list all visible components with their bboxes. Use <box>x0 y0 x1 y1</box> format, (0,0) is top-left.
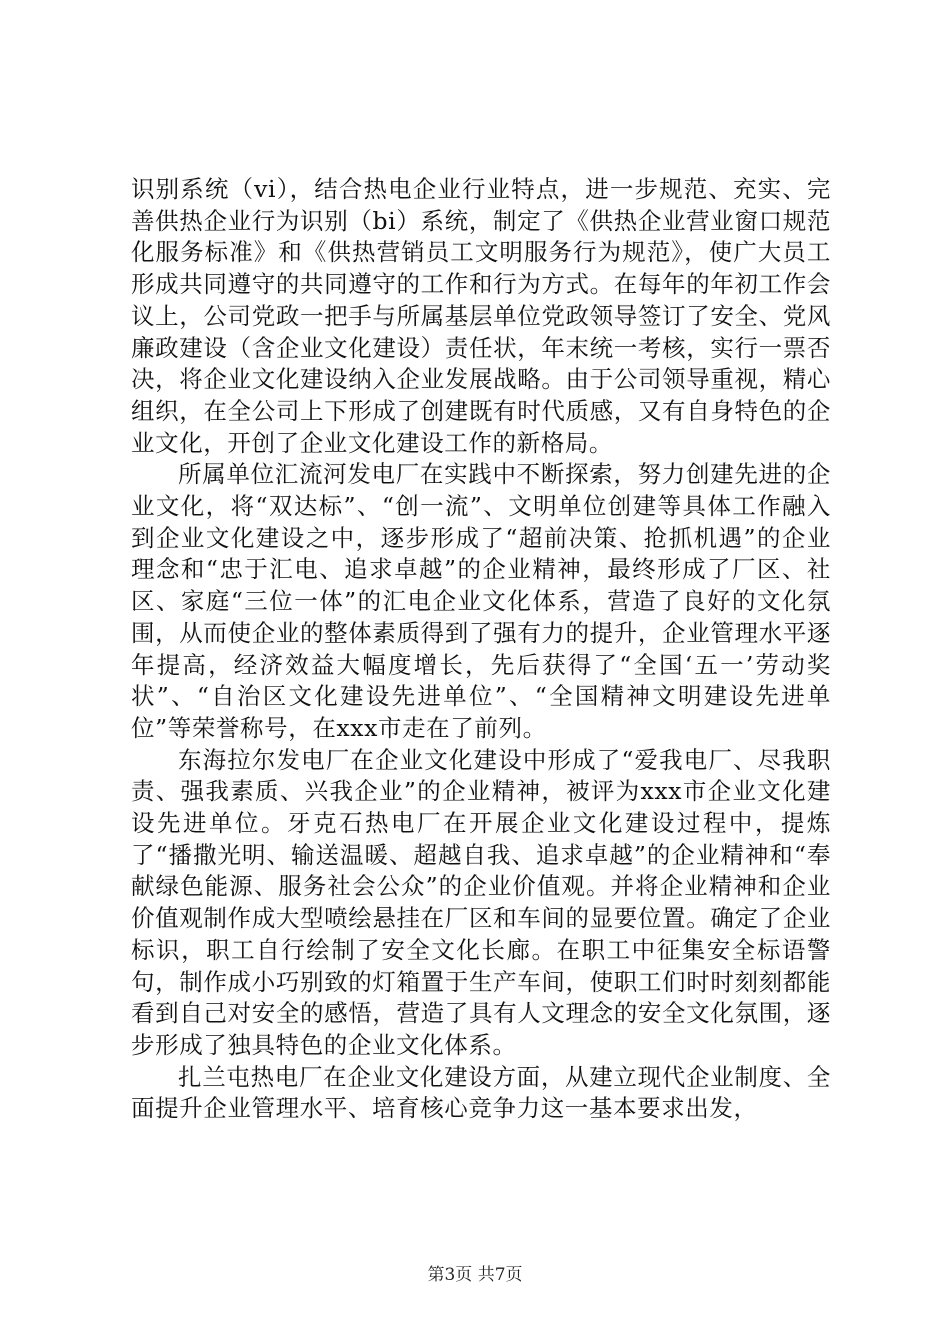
paragraph-zhalantun-power-plant: 扎兰屯热电厂在企业文化建设方面，从建立现代企业制度、全面提升企业管理水平、培育核心竞争力这一基本要求出发， <box>131 1062 831 1123</box>
page-number-footer: 第3页 共7页 <box>427 1265 523 1285</box>
document-body <box>131 174 831 1125</box>
paragraph-continuation: 识别系统（vi），结合热电企业行业特点，进一步规范、充实、完善供热企业行为识别（bi）系统，制定了《供热企业营业窗口规范化服务标准》和《供热营销员工文明服务行为规范》，使广大员工形成共同遵守的共同遵守的工作和行为方式。在每年的年初工作会议上，公司党政一把手与所属基层单位党政领导签订了安全、党风廉政建设（含企业文化建设）责任状，年末统一考核，实行一票否决，将企业文化建设纳入企业发展战略。由于公司领导重视，精心组织，在全公司上下形成了创建既有时代质感，又有自身特色的企业文化，开创了企业文化建设工作的新格局。 <box>131 175 831 457</box>
paragraph-donghailaer-power-plant: 东海拉尔发电厂在企业文化建设中形成了“爱我电厂、尽我职责、强我素质、兴我企业”的企业精神，被评为xxx市企业文化建设先进单位。牙克石热电厂在开展企业文化建设过程中，提炼了“播撒光明、输送温暖、超越自我、追求卓越”的企业精神和“奉献绿色能源、服务社会公众”的企业价值观。并将企业精神和企业价值观制作成大型喷绘悬挂在厂区和车间的显要位置。确定了企业标识，职工自行绘制了安全文化长廊。在职工中征集安全标语警句，制作成小巧别致的灯箱置于生产车间，使职工们时时刻刻都能看到自己对安全的感悟，营造了具有人文理念的安全文化氛围，逐步形成了独具特色的企业文化体系。 <box>131 745 831 1059</box>
paragraph-huiliuhe-power-plant: 所属单位汇流河发电厂在实践中不断探索，努力创建先进的企业文化，将“双达标”、“创一流”、文明单位创建等具体工作融入到企业文化建设之中，逐步形成了“超前决策、抢抓机遇”的企业理念和“忠于汇电、追求卓越”的企业精神，最终形成了厂区、社区、家庭“三位一体”的汇电企业文化体系，营造了良好的文化氛围，从而使企业的整体素质得到了强有力的提升，企业管理水平逐年提高，经济效益大幅度增长，先后获得了“全国‘五一’劳动奖状”、“自治区文化建设先进单位”、“全国精神文明建设先进单位”等荣誉称号，在xxx市走在了前列。 <box>131 460 831 742</box>
